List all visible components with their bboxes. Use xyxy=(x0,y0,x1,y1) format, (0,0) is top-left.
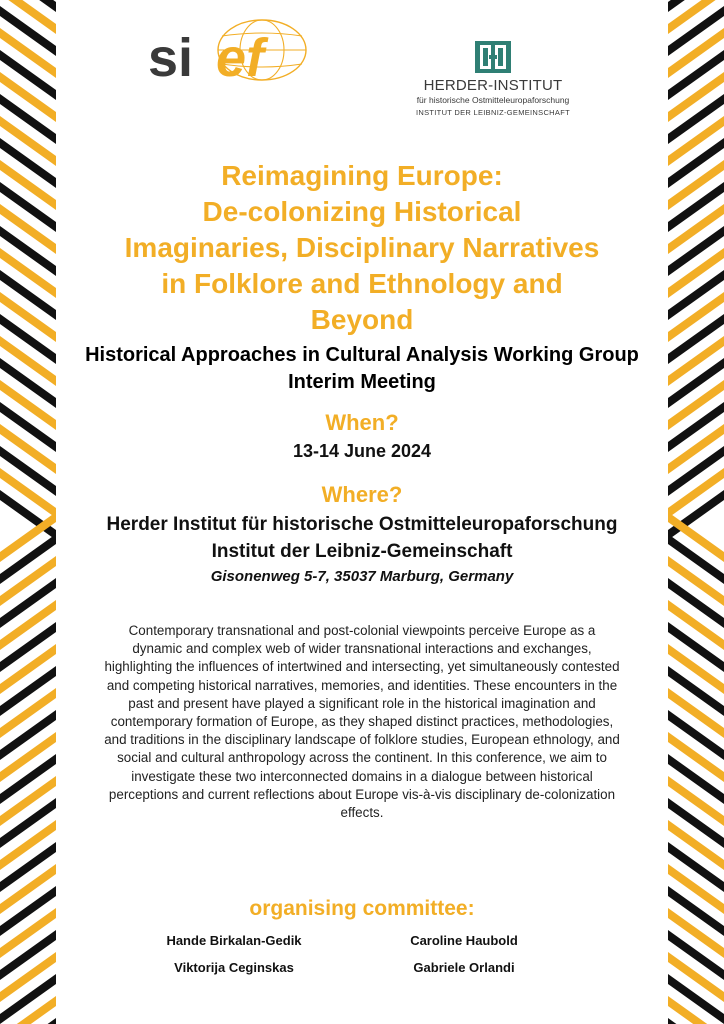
where-heading: Where? xyxy=(321,482,403,507)
event-date: 13-14 June 2024 xyxy=(292,441,432,461)
title-line: in Folklore and Ethnology and xyxy=(161,268,563,299)
event-title xyxy=(56,158,668,338)
title-line: Imaginaries, Disciplinary Narratives xyxy=(124,232,600,263)
title-line: Reimagining Europe: xyxy=(221,160,503,191)
venue-address: Gisonenweg 5-7, 35037 Marburg, Germany xyxy=(210,568,514,585)
title-line: De-colonizing Historical xyxy=(202,196,522,227)
committee-member: Gabriele Orlandi xyxy=(413,960,515,975)
subtitle-line: Historical Approaches in Cultural Analysis Working Group xyxy=(85,344,639,366)
venue xyxy=(56,511,668,565)
sief-logo xyxy=(144,12,314,90)
herder-subline: für historische Ostmitteleuropaforschung xyxy=(416,95,570,105)
committee-member: Hande Birkalan-Gedik xyxy=(166,933,302,948)
event-subtitle xyxy=(56,342,668,396)
herder-institut-logo xyxy=(408,40,578,120)
event-description: Contemporary transnational and post-colonial viewpoints perceive Europe as a dynamic and complex web of wider transnational interactions and exchanges, highlighting the influences of intertwined and intersecting, yet simultaneously contested and competing historical narratives, memories, and identities. These encounters in the past and present have played a significant role in the historical imagination and contemporary formation of Europe, as they shaped distinct practices, methodologies, and traditions in the disciplinary landscape of folklore studies, European ethnology, and social and cultural anthropology across the continent. In this conference, we aim to investigate these two interconnected domains in a dialogue between historical perceptions and current reflections about Europe vis-à-vis disciplinary de-colonization effects. xyxy=(104,623,620,821)
herder-leibniz-line: INSTITUT DER LEIBNIZ-GEMEINSCHAFT xyxy=(416,108,570,117)
herder-emblem-icon xyxy=(473,40,513,74)
committee-member: Caroline Haubold xyxy=(410,933,518,948)
subtitle-line: Interim Meeting xyxy=(288,371,436,393)
herder-name: HERDER-INSTITUT xyxy=(423,77,563,94)
stripe-border-left xyxy=(0,0,56,1024)
venue-line: Institut der Leibniz-Gemeinschaft xyxy=(211,541,513,562)
when-heading: When? xyxy=(325,410,399,435)
stripe-border-right xyxy=(668,0,724,1024)
venue-line: Herder Institut für historische Ostmitteleuropaforschung xyxy=(106,514,618,535)
poster-content xyxy=(56,0,668,1024)
committee-member: Viktorija Ceginskas xyxy=(174,960,294,975)
sief-logo-ef: ef xyxy=(216,28,265,88)
sief-logo-si: si xyxy=(148,28,194,88)
committee-heading: organising committee: xyxy=(249,897,475,920)
title-line: Beyond xyxy=(310,304,414,335)
